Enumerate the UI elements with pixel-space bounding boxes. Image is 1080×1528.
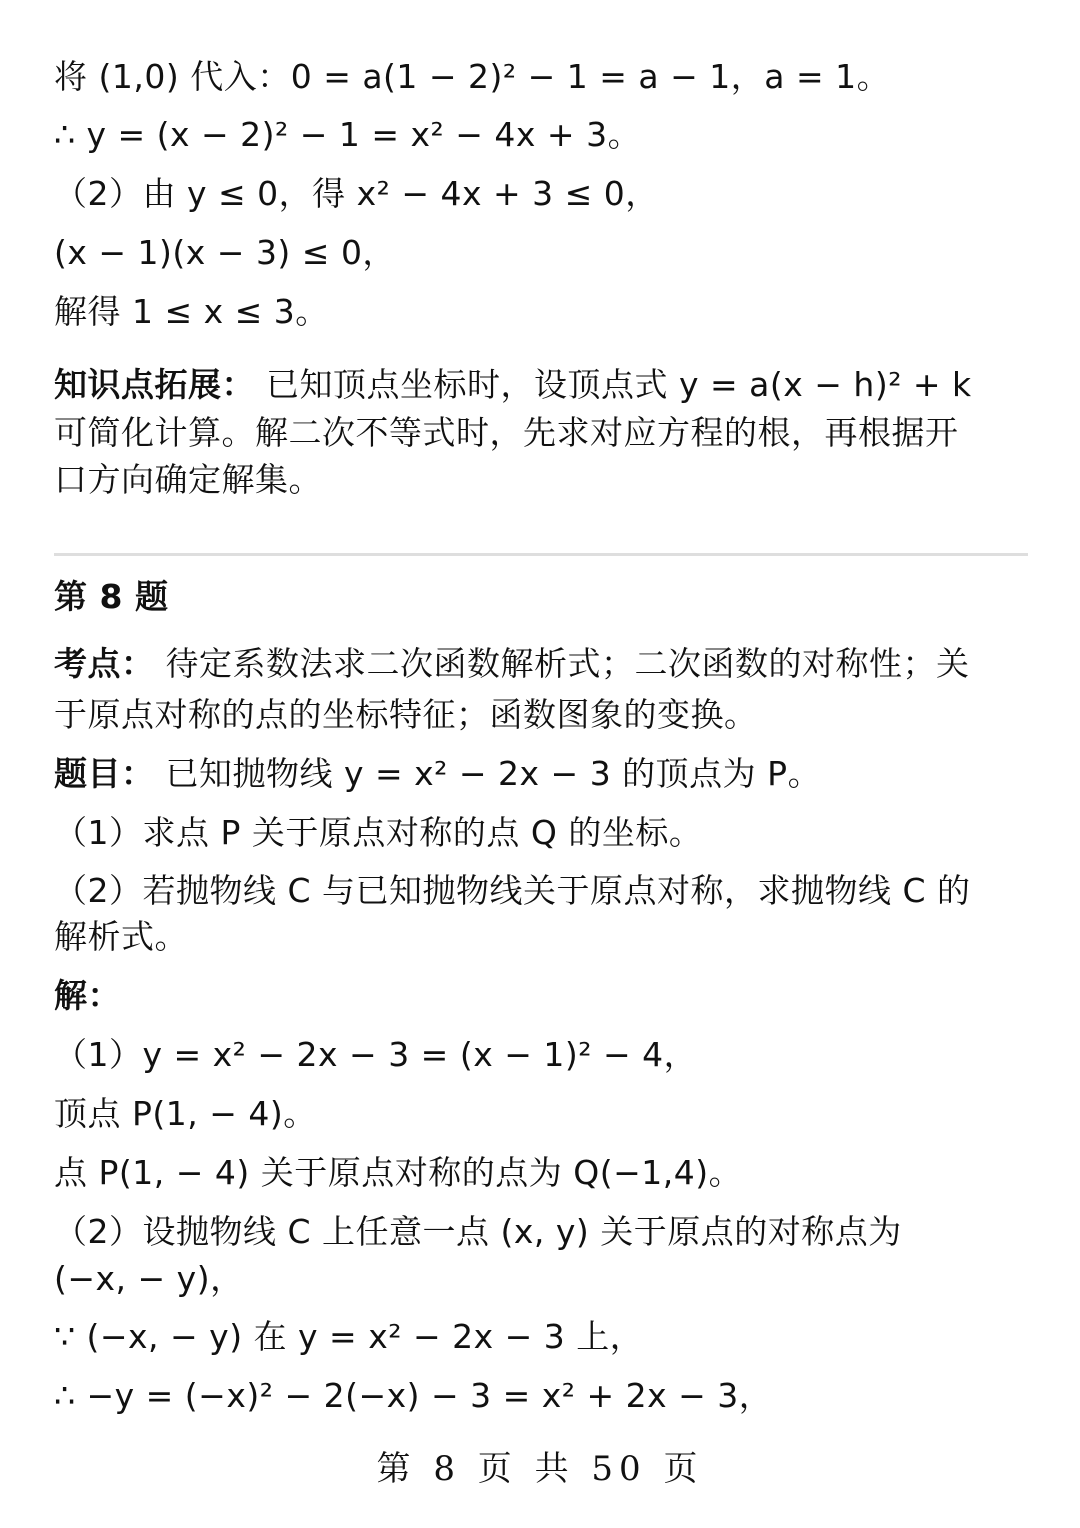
sol-line-2: 顶点 P(1, − 4)。 [54, 1094, 317, 1133]
sol-line-5: (−x, − y)， [54, 1259, 244, 1298]
kaodian-line-1 [54, 641, 1026, 687]
kaodian-label: 考点： [54, 644, 155, 683]
sol-line-4: （2）设抛物线 C 上任意一点 (x, y) 关于原点的对称点为 [54, 1212, 902, 1251]
sol-line-7: ∴ −y = (−x)² − 2(−x) − 3 = x² + 2x − 3， [54, 1376, 773, 1415]
section-divider [54, 553, 1028, 556]
knowledge-label: 知识点拓展： [54, 365, 255, 404]
timu-line [54, 751, 1026, 797]
knowledge-line-2: 可简化计算。解二次不等式时，先求对应方程的根，再根据开 [54, 413, 959, 452]
part2-line-1: （2）若抛物线 C 与已知抛物线关于原点对称，求抛物线 C 的 [54, 871, 971, 910]
kaodian-text-1: 待定系数法求二次函数解析式；二次函数的对称性；关 [165, 644, 970, 683]
solution-line-2: ∴ y = (x − 2)² − 1 = x² − 4x + 3。 [54, 115, 642, 154]
knowledge-line-1 [54, 362, 1026, 408]
solution-line-3: （2）由 y ≤ 0，得 x² − 4x + 3 ≤ 0， [54, 174, 659, 213]
sol-line-3: 点 P(1, − 4) 关于原点对称的点为 Q(−1,4)。 [54, 1153, 743, 1192]
solution-line-1: 将 (1,0) 代入：0 = a(1 − 2)² − 1 = a − 1，a = 1。 [54, 57, 891, 96]
knowledge-line-3: 口方向确定解集。 [54, 460, 322, 499]
kaodian-line-2: 于原点对称的点的坐标特征；函数图象的变换。 [54, 695, 758, 734]
page-footer: 第 8 页 共 50 页 [376, 1449, 704, 1489]
knowledge-text-1: 已知顶点坐标时，设顶点式 y = a(x − h)² + k [266, 365, 972, 404]
jie-label: 解： [54, 976, 121, 1015]
timu-label: 题目： [54, 754, 155, 793]
sol-line-1: （1）y = x² − 2x − 3 = (x − 1)² − 4， [54, 1035, 698, 1074]
question-title: 第 8 题 [54, 577, 169, 616]
solution-line-5: 解得 1 ≤ x ≤ 3。 [54, 292, 329, 331]
solution-line-4: (x − 1)(x − 3) ≤ 0， [54, 233, 396, 272]
sol-line-6: ∵ (−x, − y) 在 y = x² − 2x − 3 上， [54, 1317, 644, 1356]
part1-line: （1）求点 P 关于原点对称的点 Q 的坐标。 [54, 813, 703, 852]
part2-line-2: 解析式。 [54, 917, 188, 956]
timu-text: 已知抛物线 y = x² − 2x − 3 的顶点为 P。 [165, 754, 822, 793]
